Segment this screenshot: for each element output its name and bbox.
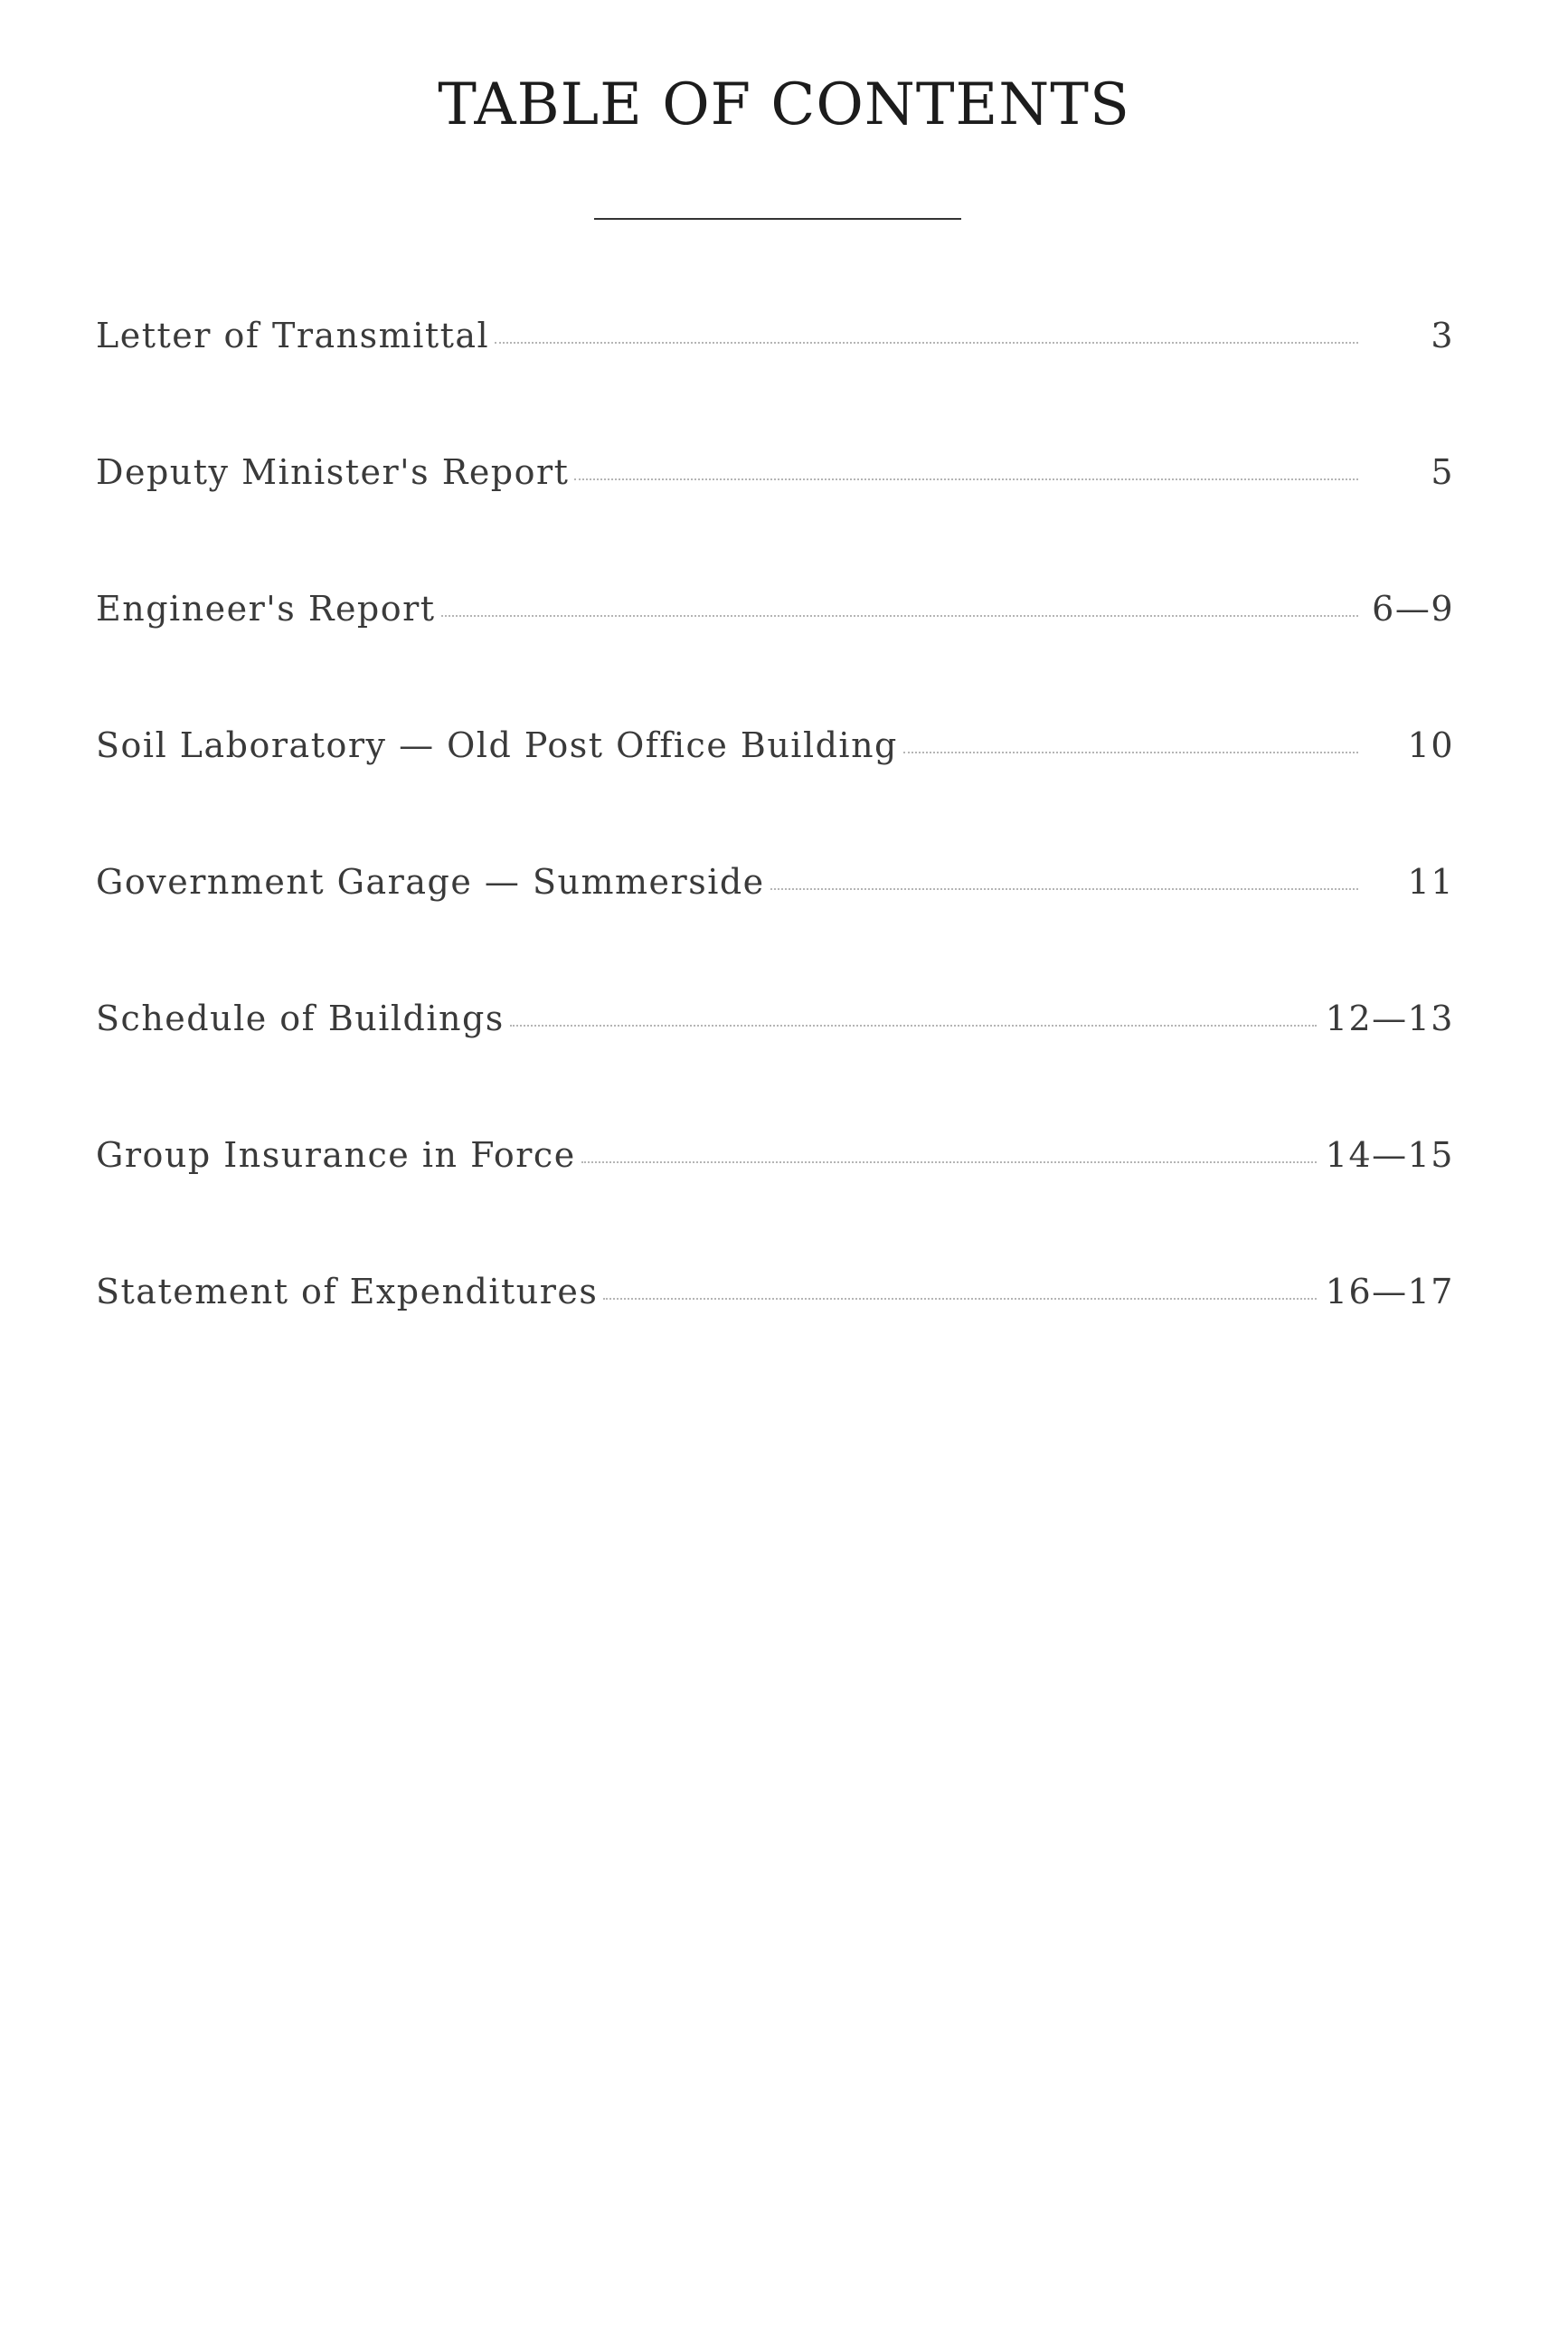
toc-entry-page: 10 xyxy=(1407,725,1454,765)
toc-entry-soil-laboratory xyxy=(96,725,1454,865)
toc-entry-label: Government Garage — Summerside xyxy=(96,862,765,902)
toc-entry-label: Engineer's Report xyxy=(96,589,436,629)
toc-entry-page: 14—15 xyxy=(1325,1135,1454,1175)
toc-entry-label: Schedule of Buildings xyxy=(96,999,505,1038)
table-of-contents xyxy=(96,318,1454,1411)
toc-entry-group-insurance xyxy=(96,1135,1454,1274)
toc-entry-page: 12—13 xyxy=(1325,999,1454,1038)
dot-leader xyxy=(441,615,1358,617)
toc-entry-engineers-report xyxy=(96,589,1454,728)
dot-leader xyxy=(581,1161,1317,1163)
toc-entry-label: Letter of Transmittal xyxy=(96,316,490,355)
toc-entry-page: 5 xyxy=(1431,452,1454,492)
toc-entry-statement-of-expenditures xyxy=(96,1274,1454,1411)
dot-leader xyxy=(903,752,1358,753)
toc-entry-page: 16—17 xyxy=(1325,1272,1454,1311)
toc-entry-page: 11 xyxy=(1407,862,1454,902)
title-divider xyxy=(594,218,961,220)
toc-entry-label: Soil Laboratory — Old Post Office Building xyxy=(96,725,898,765)
toc-entry-deputy-ministers-report xyxy=(96,452,1454,592)
toc-entry-label: Group Insurance in Force xyxy=(96,1135,576,1175)
dot-leader xyxy=(495,342,1358,344)
dot-leader xyxy=(510,1025,1317,1027)
toc-entry-page: 3 xyxy=(1431,316,1454,355)
toc-entry-label: Statement of Expenditures xyxy=(96,1272,599,1311)
toc-entry-schedule-of-buildings xyxy=(96,1001,1454,1138)
toc-entry-government-garage xyxy=(96,862,1454,1001)
toc-entry-label: Deputy Minister's Report xyxy=(96,452,570,492)
dot-leader xyxy=(770,888,1358,890)
toc-entry-page: 6—9 xyxy=(1372,589,1454,629)
toc-entry-letter-of-transmittal xyxy=(96,318,1454,455)
dot-leader xyxy=(603,1298,1316,1300)
dot-leader xyxy=(574,478,1358,480)
page-title: TABLE OF CONTENTS xyxy=(438,71,1130,138)
